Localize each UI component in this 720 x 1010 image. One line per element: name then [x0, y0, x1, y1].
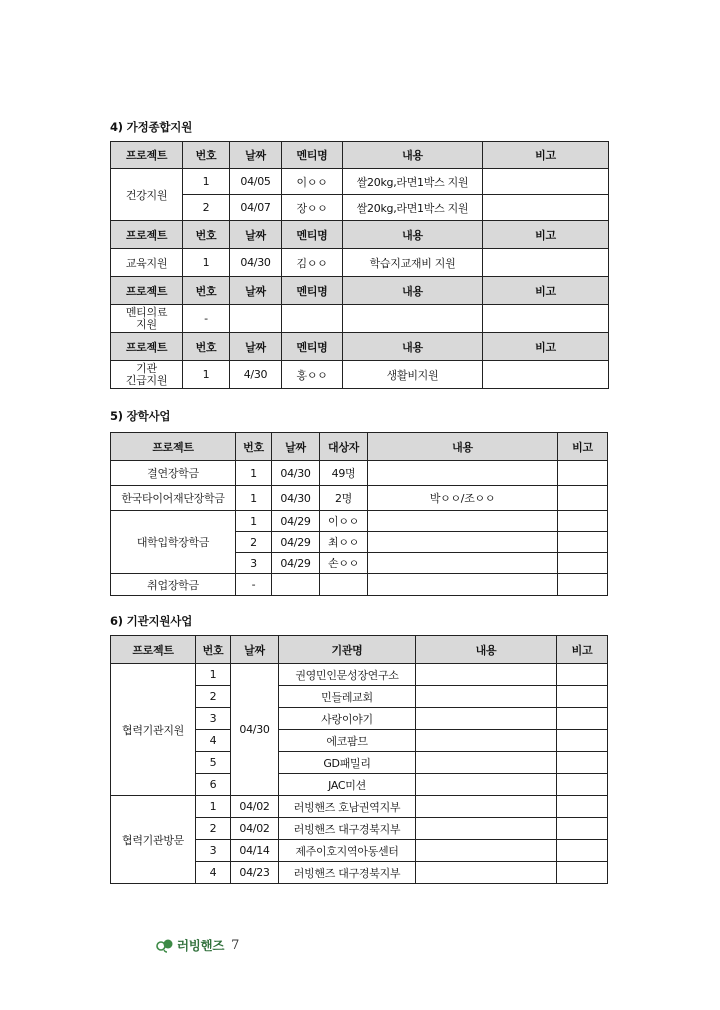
target-cell: [320, 574, 368, 596]
brand-name: 러빙핸즈: [177, 938, 225, 953]
institution-cell: 제주이호지역아동센터: [279, 840, 416, 862]
note-cell: [483, 169, 609, 195]
content-cell: [416, 818, 557, 840]
table-row: [111, 511, 608, 532]
project-cell: 한국타이어재단장학금: [111, 486, 236, 511]
institution-cell: 에코팜므: [279, 730, 416, 752]
table-row: [111, 486, 608, 511]
content-cell: 생활비지원: [343, 361, 483, 389]
header-project: 프로젝트: [111, 277, 183, 305]
header-mentee: 멘티명: [282, 221, 343, 249]
note-cell: [557, 686, 608, 708]
content-cell: [368, 574, 558, 596]
note-cell: [483, 249, 609, 277]
section-title-home-support: 4) 가정종합지원: [110, 120, 193, 134]
target-cell: 2명: [320, 486, 368, 511]
date-cell: 04/05: [230, 169, 282, 195]
content-cell: [416, 686, 557, 708]
institution-cell: 민들레교회: [279, 686, 416, 708]
date-cell: 04/30: [231, 664, 279, 796]
table-header: [111, 333, 609, 361]
project-cell: 기관 긴급지원: [111, 361, 183, 389]
note-cell: [557, 840, 608, 862]
note-cell: [557, 730, 608, 752]
number-cell: 1: [236, 486, 272, 511]
page-footer: [156, 934, 239, 956]
header-project: 프로젝트: [111, 142, 183, 169]
content-cell: [368, 511, 558, 532]
project-cell: 멘티의료 지원: [111, 305, 183, 333]
number-cell: 2: [196, 818, 231, 840]
header-date: 날짜: [272, 433, 320, 461]
institution-cell: 권영민인문성장연구소: [279, 664, 416, 686]
number-cell: 1: [183, 249, 230, 277]
institution-cell: 사랑이야기: [279, 708, 416, 730]
number-cell: -: [183, 305, 230, 333]
scholarship-table: [110, 432, 608, 596]
number-cell: 6: [196, 774, 231, 796]
header-date: 날짜: [230, 277, 282, 305]
content-cell: [368, 532, 558, 553]
date-cell: 04/02: [231, 796, 279, 818]
project-cell: 취업장학금: [111, 574, 236, 596]
mentee-cell: [282, 305, 343, 333]
date-cell: 04/14: [231, 840, 279, 862]
date-cell: 04/02: [231, 818, 279, 840]
note-cell: [558, 574, 608, 596]
note-cell: [557, 818, 608, 840]
note-cell: [483, 305, 609, 333]
date-cell: 04/29: [272, 532, 320, 553]
header-note: 비고: [557, 636, 608, 664]
number-cell: -: [236, 574, 272, 596]
mentee-cell: 김ㅇㅇ: [282, 249, 343, 277]
institution-cell: 러빙핸즈 대구경북지부: [279, 818, 416, 840]
content-cell: [416, 730, 557, 752]
institution-cell: 러빙핸즈 호남권역지부: [279, 796, 416, 818]
table-row: [111, 796, 608, 818]
target-cell: 이ㅇㅇ: [320, 511, 368, 532]
table-row: [111, 361, 609, 389]
date-cell: 04/23: [231, 862, 279, 884]
project-cell: 대학입학장학금: [111, 511, 236, 574]
number-cell: 1: [236, 511, 272, 532]
table-header: [111, 636, 608, 664]
header-note: 비고: [483, 277, 609, 305]
content-cell: [416, 774, 557, 796]
mentee-cell: 장ㅇㅇ: [282, 195, 343, 221]
table-header: [111, 221, 609, 249]
home-support-table: [110, 141, 609, 389]
header-number: 번호: [196, 636, 231, 664]
number-cell: 4: [196, 730, 231, 752]
table-row: [111, 169, 609, 195]
target-cell: 손ㅇㅇ: [320, 553, 368, 574]
content-cell: [416, 752, 557, 774]
header-mentee: 멘티명: [282, 142, 343, 169]
table-row: [111, 574, 608, 596]
header-date: 날짜: [231, 636, 279, 664]
header-content: 내용: [368, 433, 558, 461]
section-title-scholarship: 5) 장학사업: [110, 409, 171, 423]
note-cell: [557, 752, 608, 774]
number-cell: 5: [196, 752, 231, 774]
note-cell: [483, 361, 609, 389]
number-cell: 3: [196, 840, 231, 862]
note-cell: [557, 862, 608, 884]
header-note: 비고: [558, 433, 608, 461]
note-cell: [483, 195, 609, 221]
header-project: 프로젝트: [111, 333, 183, 361]
institution-support-table: [110, 635, 608, 884]
header-note: 비고: [483, 221, 609, 249]
header-target: 대상자: [320, 433, 368, 461]
target-cell: 최ㅇㅇ: [320, 532, 368, 553]
content-cell: 박ㅇㅇ/조ㅇㅇ: [368, 486, 558, 511]
clover-icon: [156, 937, 174, 953]
number-cell: 4: [196, 862, 231, 884]
content-cell: [343, 305, 483, 333]
number-cell: 2: [236, 532, 272, 553]
date-cell: 04/30: [272, 461, 320, 486]
header-content: 내용: [343, 142, 483, 169]
project-cell: 교육지원: [111, 249, 183, 277]
project-cell: 협력기관방문: [111, 796, 196, 884]
header-content: 내용: [416, 636, 557, 664]
header-project: 프로젝트: [111, 221, 183, 249]
header-date: 날짜: [230, 221, 282, 249]
number-cell: 1: [236, 461, 272, 486]
project-cell: 협력기관지원: [111, 664, 196, 796]
header-mentee: 멘티명: [282, 277, 343, 305]
header-institution: 기관명: [279, 636, 416, 664]
note-cell: [557, 664, 608, 686]
header-content: 내용: [343, 277, 483, 305]
header-number: 번호: [183, 277, 230, 305]
number-cell: 3: [196, 708, 231, 730]
institution-cell: GD패밀리: [279, 752, 416, 774]
header-content: 내용: [343, 333, 483, 361]
content-cell: [416, 708, 557, 730]
content-cell: [368, 553, 558, 574]
content-cell: 쌀20kg,라면1박스 지원: [343, 169, 483, 195]
date-cell: 4/30: [230, 361, 282, 389]
table-row: [111, 195, 609, 221]
date-cell: 04/07: [230, 195, 282, 221]
content-cell: 학습지교재비 지원: [343, 249, 483, 277]
note-cell: [558, 553, 608, 574]
target-cell: 49명: [320, 461, 368, 486]
section-title-institution-support: 6) 기관지원사업: [110, 614, 193, 628]
note-cell: [558, 461, 608, 486]
note-cell: [557, 796, 608, 818]
header-number: 번호: [183, 333, 230, 361]
note-cell: [558, 532, 608, 553]
header-project: 프로젝트: [111, 433, 236, 461]
table-header: [111, 433, 608, 461]
header-number: 번호: [236, 433, 272, 461]
date-cell: 04/29: [272, 553, 320, 574]
header-mentee: 멘티명: [282, 333, 343, 361]
table-row: [111, 461, 608, 486]
content-cell: [416, 862, 557, 884]
number-cell: 1: [196, 796, 231, 818]
header-note: 비고: [483, 142, 609, 169]
note-cell: [558, 511, 608, 532]
number-cell: 2: [183, 195, 230, 221]
content-cell: [416, 796, 557, 818]
number-cell: 2: [196, 686, 231, 708]
project-cell: 결연장학금: [111, 461, 236, 486]
header-number: 번호: [183, 142, 230, 169]
note-cell: [558, 486, 608, 511]
table-row: [111, 664, 608, 686]
header-note: 비고: [483, 333, 609, 361]
date-cell: 04/30: [272, 486, 320, 511]
content-cell: 쌀20kg,라면1박스 지원: [343, 195, 483, 221]
mentee-cell: 이ㅇㅇ: [282, 169, 343, 195]
header-content: 내용: [343, 221, 483, 249]
number-cell: 1: [183, 361, 230, 389]
number-cell: 3: [236, 553, 272, 574]
date-cell: 04/29: [272, 511, 320, 532]
header-project: 프로젝트: [111, 636, 196, 664]
institution-cell: 러빙핸즈 대구경북지부: [279, 862, 416, 884]
table-header: [111, 277, 609, 305]
number-cell: 1: [196, 664, 231, 686]
project-cell: 건강지원: [111, 169, 183, 221]
table-row: [111, 249, 609, 277]
content-cell: [416, 840, 557, 862]
header-number: 번호: [183, 221, 230, 249]
date-cell: 04/30: [230, 249, 282, 277]
content-cell: [416, 664, 557, 686]
mentee-cell: 홍ㅇㅇ: [282, 361, 343, 389]
note-cell: [557, 774, 608, 796]
table-header: [111, 142, 609, 169]
page-number: 7: [231, 937, 240, 953]
institution-cell: JAC미션: [279, 774, 416, 796]
header-date: 날짜: [230, 333, 282, 361]
date-cell: [230, 305, 282, 333]
date-cell: [272, 574, 320, 596]
table-row: [111, 305, 609, 333]
note-cell: [557, 708, 608, 730]
number-cell: 1: [183, 169, 230, 195]
content-cell: [368, 461, 558, 486]
header-date: 날짜: [230, 142, 282, 169]
